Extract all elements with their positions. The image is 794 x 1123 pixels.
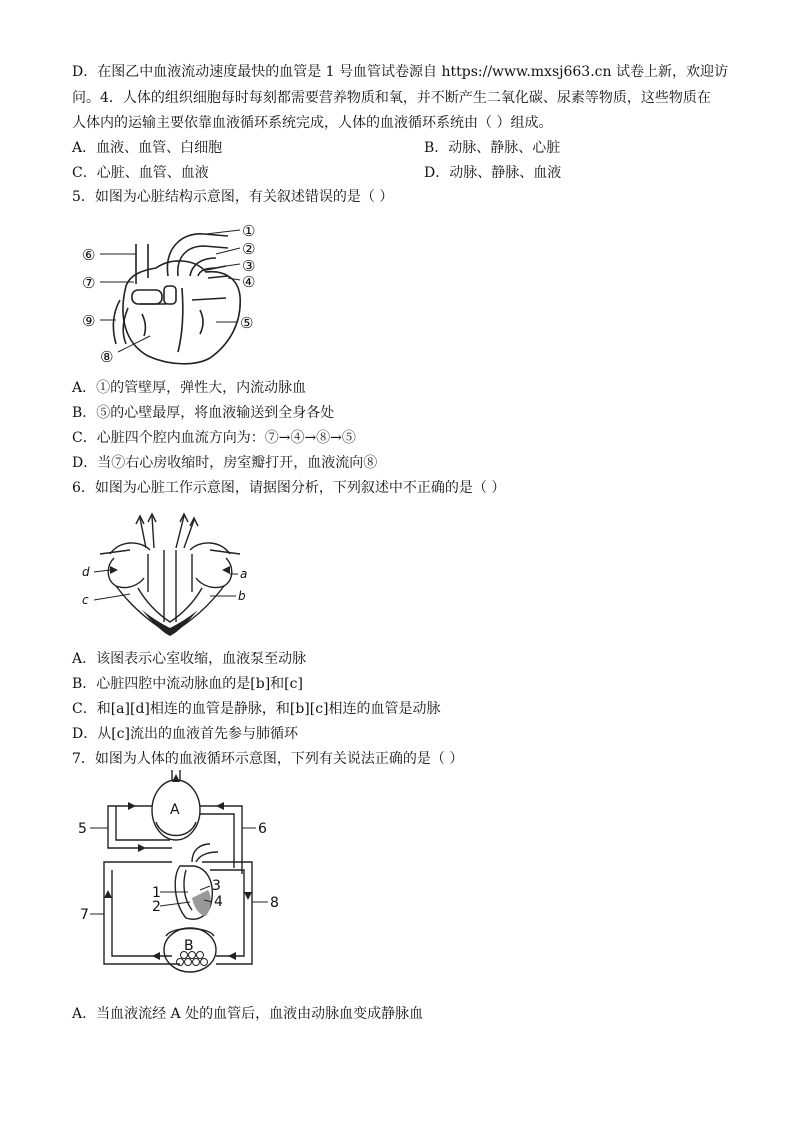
question-4-option-c: C．心脏、血管、血液 (72, 165, 209, 181)
question-6-stem: 6．如图为心脏工作示意图，请据图分析，下列叙述中不正确的是（ ） (72, 480, 506, 496)
circulation-label-6: 6 (258, 821, 267, 837)
heart-label-4: ④ (242, 273, 256, 291)
heart-label-1: ① (242, 222, 256, 240)
heart-working-label-c: c (82, 593, 89, 607)
circulation-label-2: 2 (152, 899, 161, 915)
heart-label-6: ⑥ (82, 246, 96, 264)
circulation-label-8: 8 (270, 895, 279, 911)
heart-working-label-a: a (240, 567, 248, 581)
heart-label-7: ⑦ (82, 274, 96, 292)
circulation-label-1: 1 (152, 885, 161, 901)
question-4-stem-line-1: 问。4．人体的组织细胞每时每刻都需要营养物质和氧，并不断产生二氧化碳、尿素等物质，这些物质在 (72, 90, 711, 106)
heart-structure-figure (78, 218, 270, 370)
question-5-option-b: B．⑤的心壁最厚，将血液输送到全身各处 (72, 405, 335, 421)
circulation-label-a: A (170, 802, 180, 818)
question-5-option-a: A．①的管壁厚，弹性大，内流动脉血 (72, 380, 307, 396)
question-6-option-d: D．从[c]流出的血液首先参与肺循环 (72, 726, 298, 742)
heart-label-5: ⑤ (240, 314, 254, 332)
question-6-option-c: C．和[a][d]相连的血管是静脉，和[b][c]相连的血管是动脉 (72, 701, 441, 717)
question-4-options-row-2 (72, 163, 562, 183)
heart-label-2: ② (242, 240, 256, 258)
question-4-option-d: D．动脉、静脉、血液 (424, 165, 562, 181)
question-5-option-c: C．心脏四个腔内血流方向为：⑦→④→⑧→⑤ (72, 430, 356, 446)
heart-working-figure (80, 510, 260, 638)
heart-working-label-d: d (82, 565, 90, 579)
question-3-option-d: D．在图乙中血液流动速度最快的血管是 1 号血管试卷源自 https://www.mxsj663.cn 试卷上新，欢迎访 (72, 64, 728, 80)
question-5-stem: 5．如图为心脏结构示意图，有关叙述错误的是（ ） (72, 189, 394, 205)
circulation-label-4: 4 (214, 894, 223, 910)
question-4-option-a: A．血液、血管、白细胞 (72, 140, 223, 156)
question-5-option-d: D．当⑦右心房收缩时，房室瓣打开，血液流向⑧ (72, 455, 378, 471)
question-6-option-a: A．该图表示心室收缩，血液泵至动脉 (72, 651, 307, 667)
question-4-options-row-1 (72, 138, 561, 158)
circulation-label-7: 7 (80, 907, 89, 923)
question-4-option-b: B．动脉、静脉、心脏 (424, 140, 561, 156)
blood-circulation-figure (76, 770, 286, 992)
circulation-label-5: 5 (78, 821, 87, 837)
circulation-label-b: B (184, 938, 194, 954)
question-7-stem: 7．如图为人体的血液循环示意图，下列有关说法正确的是（ ） (72, 751, 464, 767)
question-4-stem-line-2: 人体内的运输主要依靠血液循环系统完成，人体的血液循环系统由（ ）组成。 (72, 115, 553, 131)
heart-label-3: ③ (242, 257, 256, 275)
heart-working-label-b: b (238, 589, 246, 603)
heart-label-9: ⑨ (82, 312, 96, 330)
question-6-option-b: B．心脏四腔中流动脉血的是[b]和[c] (72, 676, 303, 692)
heart-label-8: ⑧ (100, 348, 114, 366)
circulation-label-3: 3 (212, 878, 221, 894)
question-7-option-a: A．当血液流经 A 处的血管后，血液由动脉血变成静脉血 (72, 1006, 424, 1022)
